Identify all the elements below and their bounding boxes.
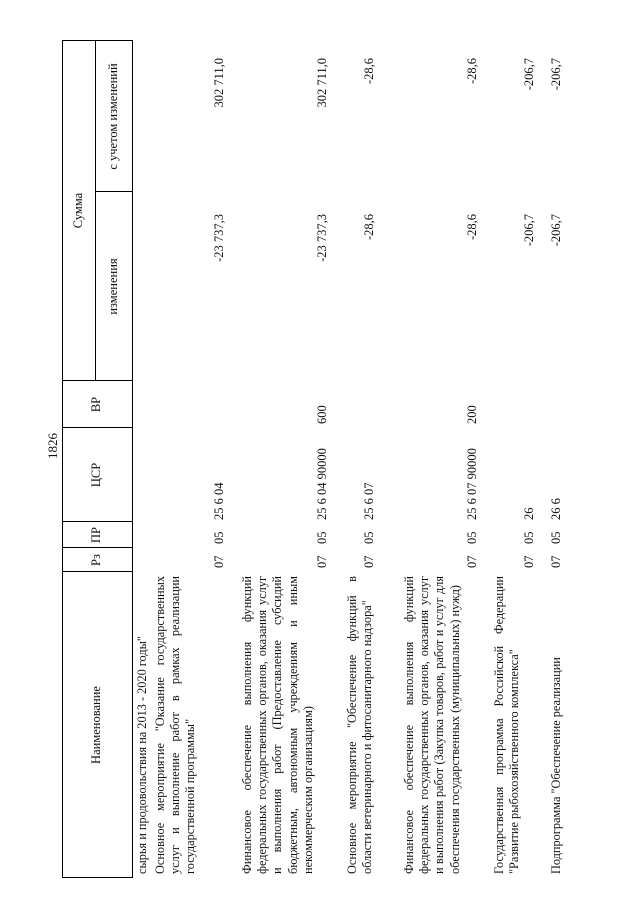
row-5-pr: 05 — [522, 531, 536, 544]
header-name: Наименование — [89, 686, 104, 764]
row-1-name: Основное мероприятие "Оказание государственных услуг и выполнение работ в рамках реализации государственной программы" — [153, 576, 198, 874]
row-1-change: -23 737,3 — [212, 214, 226, 262]
row-3-name: Основное мероприятие "Обеспечение функций в области ветеринарного и фитосанитарного надзора" — [345, 576, 375, 874]
row-2-name: Финансовое обеспечение выполнения функций федеральных государственных органов, оказания услуг и выполнения работ (Предоставление субсидий бюджетным, автономным учреждениям и иным некоммерческим организациям) — [240, 576, 315, 874]
row-6-with-change: -206,7 — [549, 58, 563, 91]
row-3-csr: 25 6 07 — [362, 482, 376, 520]
row-2-csr: 25 6 04 90000 — [315, 448, 329, 520]
header-csr: ЦСР — [89, 462, 104, 488]
row-1-pr: 05 — [212, 531, 226, 544]
row-4-vr: 200 — [465, 405, 479, 424]
row-3-pr: 05 — [362, 531, 376, 544]
row-5-csr: 26 — [522, 507, 536, 520]
row-5-change: -206,7 — [522, 214, 536, 247]
header-rz: Рз — [89, 554, 104, 566]
row-2-vr: 600 — [315, 405, 329, 424]
row-4-change: -28,6 — [465, 214, 479, 241]
header-vr: ВР — [89, 396, 104, 413]
row-3-change: -28,6 — [362, 214, 376, 241]
row-6-name: Подпрограмма "Обеспечение реализации — [549, 657, 563, 874]
header-pr: ПР — [89, 527, 104, 543]
rotated-page — [62, 40, 602, 878]
header-change: изменения — [105, 258, 120, 315]
row-6-csr: 26 6 — [549, 498, 563, 520]
row-5-name: Государственная программа Российской Федерации "Развитие рыбохозяйственного комплекса" — [492, 576, 522, 874]
row-0-name: сырья и продовольствия на 2013 - 2020 годы" — [135, 636, 149, 874]
row-1-with-change: 302 711,0 — [212, 58, 226, 108]
page-number-label: 1826 — [45, 433, 60, 459]
row-2-change: -23 737,3 — [315, 214, 329, 262]
row-3-rz: 07 — [362, 555, 376, 568]
row-6-pr: 05 — [549, 531, 563, 544]
row-2-rz: 07 — [315, 555, 329, 568]
row-1-rz: 07 — [212, 555, 226, 568]
row-5-with-change: -206,7 — [522, 58, 536, 91]
row-1-csr: 25 6 04 — [212, 482, 226, 520]
row-5-rz: 07 — [522, 555, 536, 568]
budget-table — [62, 40, 602, 878]
header-with-change: с учетом изменений — [105, 63, 120, 170]
row-4-rz: 07 — [465, 555, 479, 568]
row-3-with-change: -28,6 — [362, 58, 376, 85]
row-4-name: Финансовое обеспечение выполнения функций федеральных государственных органов, оказания услуг и выполнения работ (Закупка товаров, работ и услуг для обеспечения государственных (муниципальных) нужд) — [402, 576, 462, 874]
header-bottom-border — [132, 40, 133, 878]
row-6-rz: 07 — [549, 555, 563, 568]
row-4-csr: 25 6 07 90000 — [465, 448, 479, 520]
row-2-pr: 05 — [315, 531, 329, 544]
row-2-with-change: 302 711,0 — [315, 58, 329, 108]
row-4-with-change: -28,6 — [465, 58, 479, 85]
row-6-change: -206,7 — [549, 214, 563, 247]
row-4-pr: 05 — [465, 531, 479, 544]
header-sum: Сумма — [70, 192, 85, 229]
